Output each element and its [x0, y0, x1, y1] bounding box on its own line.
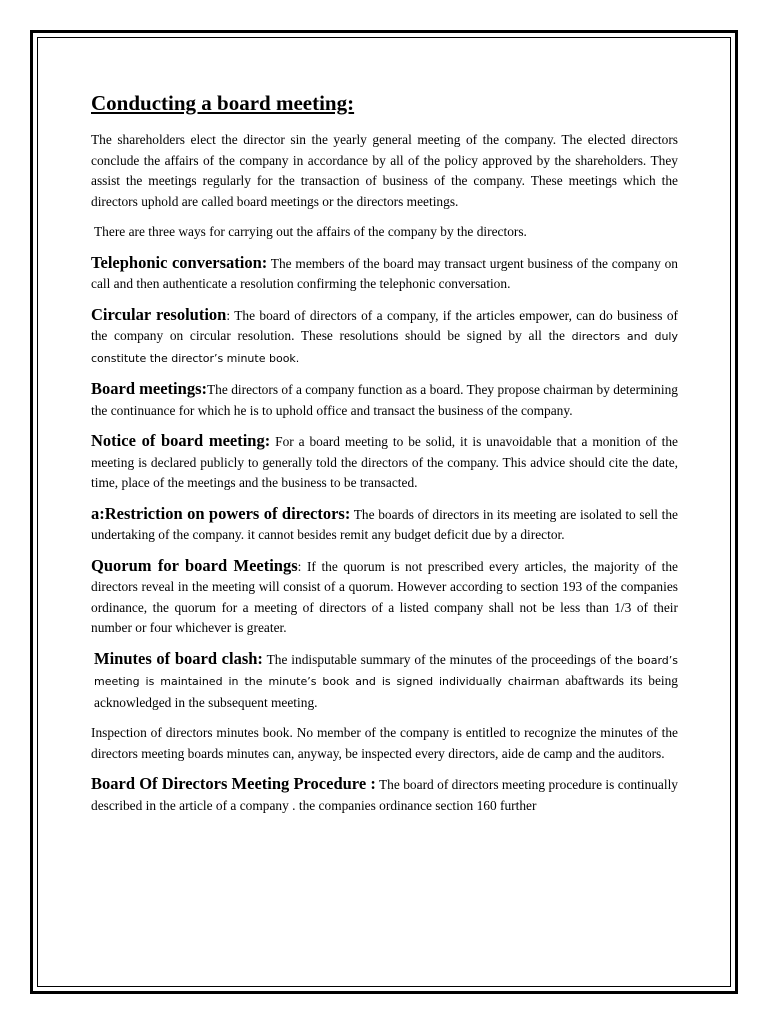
section-restriction [91, 504, 678, 546]
section-minutes [91, 649, 678, 714]
intro-paragraph: The shareholders elect the director sin the yearly general meeting of the company. The elected directors conclude the affairs of the company in accordance by all of the policy approved by the shareholders. They assist the meetings regularly for the transaction of business of the company. These meetings which the directors uphold are called board meetings or the directors meetings. [91, 132, 678, 209]
section-term: Board meetings: [91, 379, 207, 399]
section-procedure [91, 774, 678, 816]
section-term: Quorum for board Meetings [91, 555, 298, 575]
section-text: The board of directors meeting procedure is continually described in the article of a company . the companies ordinance section 160 further [91, 777, 678, 813]
section-text: : The board of directors of a company, if the articles empower, can do business of the company on circular resolution. These resolutions should be signed by all the [91, 307, 678, 344]
section-term: Notice of board meeting: [91, 431, 271, 451]
section-term: a:Restriction on powers of directors: [91, 503, 351, 523]
section-text-sans: directors and duly constitute the director’s minute book. [91, 330, 678, 365]
section-text: The boards of directors in its meeting are isolated to sell the undertaking of the company. it cannot besides remit any budget deficit due by a director. [91, 506, 678, 543]
section-text: The indisputable summary of the minutes of the proceedings of [262, 651, 615, 667]
inspection-paragraph: Inspection of directors minutes book. No member of the company is entitled to recognize the minutes of the directors meeting boards minutes can, anyway, be inspected every directors, aide de camp and the auditors. [91, 725, 678, 761]
document-body [91, 91, 678, 826]
section-text: : If the quorum is not prescribed every articles, the majority of the directors reveal in the meeting will consist of a quorum. However according to section 193 of the companies ordinance, the quorum for a meeting of directors of a listed company shall not be less than 1/3 of their number or four whichever is greater. [91, 558, 678, 636]
section-text: For a board meeting to be solid, it is unavoidable that a monition of the meeting is declared publicly to generally told the directors of the company. This advice should cite the date, time, place of the meetings and the business to be transacted. [91, 434, 678, 491]
section-notice [91, 431, 678, 494]
document-title: Conducting a board meeting: [91, 91, 355, 115]
section-text-sans: the board’s meeting is maintained in the minute’s book and is signed individually chairman [94, 653, 678, 689]
section-term: Telephonic conversation: [91, 252, 268, 272]
section-circular [91, 305, 678, 370]
section-text-after: abaftwards its being acknowledged in the subsequent meeting. [94, 673, 678, 710]
section-term: Circular resolution [91, 304, 227, 324]
section-term: Minutes of board clash: [94, 648, 263, 668]
section-quorum [91, 556, 678, 639]
section-telephonic [91, 253, 678, 295]
section-term: Board Of Directors Meeting Procedure : [91, 774, 376, 794]
section-text: The directors of a company function as a board. They propose chairman by determining the continuance for which he is to uphold office and transact the business of the company. [91, 382, 678, 418]
ways-paragraph: There are three ways for carrying out the affairs of the company by the directors. [94, 224, 527, 240]
section-board-meetings [91, 379, 678, 421]
section-text: The members of the board may transact urgent business of the company on call and then authenticate a resolution confirming the telephonic conversation. [91, 255, 678, 292]
